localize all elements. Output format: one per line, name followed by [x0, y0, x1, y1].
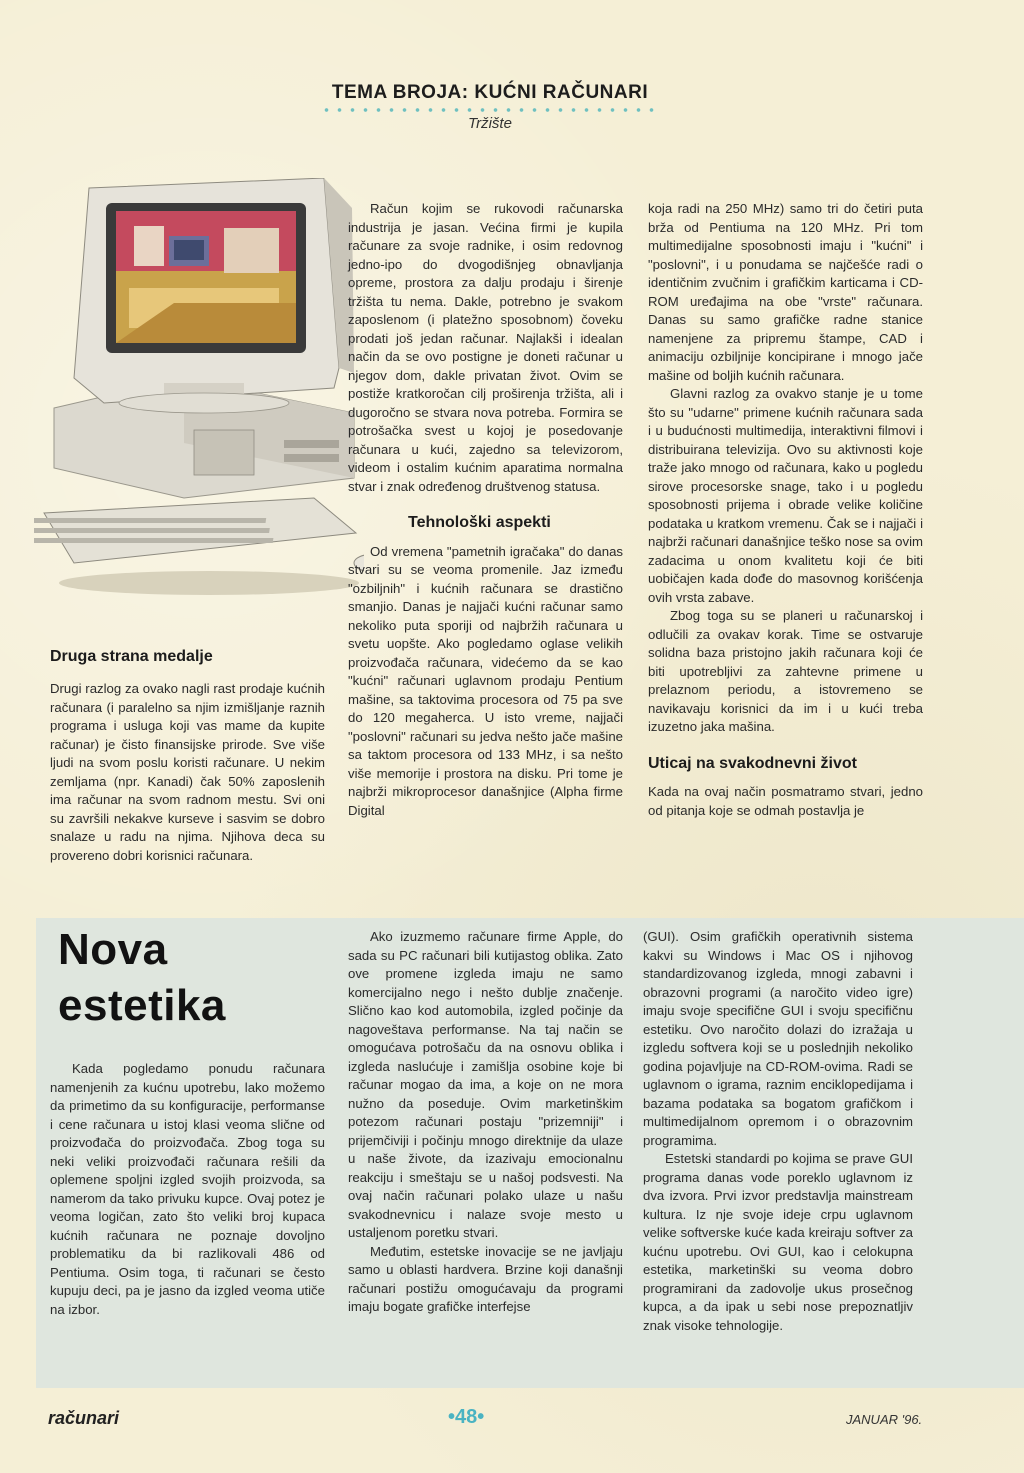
col2-heading: Tehnološki aspekti — [408, 514, 551, 531]
side-paragraph: Drugi razlog za ovako nagli rast prodaje kućnih računara (i paralelno sa njim izmišljanje raznih programa i usluga koji vas mame da kupite računar) je čisto finansijske prirode. Sve više ljudi na svom poslu koristi računare. U nekim zemljama (npr. Kanadi) čak 50% zaposlenih ima računar na svom radnom mestu. Svi oni su završili nekakve kurseve i sasvim se dobro snalaze u radu na njima. Njihova deca su provereno dobri korisnici računara. — [50, 681, 325, 863]
side-column — [50, 680, 325, 865]
page-number: •48• — [448, 1406, 485, 1428]
side-heading: Druga strana medalje — [50, 648, 213, 665]
feature-col2-paragraph-1: Ako izuzmemo računare firme Apple, do sada su PC računari bili kutijastog oblika. Zato ove promene izgleda imaju ne samo komercijalno nego i nešto dublje značenje. Slično kao kod automobila, izgled počinje da nagoveštava performanse. Na taj način se omogućava potrošaču da na osnovu oblika i izgleda naslućuje i zamišlja osobine koje bi računar mogao da ima, a koje on ne mora nužno da poseduje. Ovim marketinškim potezom računari postaju "prizemniji" i prijemčiviji i počinju mnogo direktnije da ulaze u naše živote, da izazivaju emocionalnu reakciju i smeštaju se u našoj podsvesti. Na ovaj način računari polako ulaze u našu svakodnevnicu i nalaze svoje mesto u ustaljenom poretku stvari. — [348, 929, 623, 1240]
home-computer-illustration — [34, 178, 364, 598]
feature-col3-paragraph-1: (GUI). Osim grafičkih operativnih sistema kakvi su Windows i Mac OS i njihovog standardizovanog izgleda, mnogi zabavni i obrazovni programi (a naročito video igre) imaju svoje specifične GUI i svoju specifičnu estetiku. Ovo naročito dolazi do izražaja u izgledu softvera koji se u poslednjih nekoliko godina pojavljuje na CD-ROM-ovima. Radi se uglavnom o igrama, raznim enciklopedijama i bazama podataka sa bogatom grafičkom i multimedijalnom opremom i o obrazovnim programima. — [643, 929, 913, 1148]
issue-date: JANUAR '96. — [846, 1412, 923, 1427]
feature-title-line-1: Nova — [58, 925, 168, 974]
col3-heading: Uticaj na svakodnevni život — [648, 754, 857, 772]
feature-col1-paragraph: Kada pogledamo ponudu računara namenjenih za kućnu upotrebu, lako možemo da primetimo da su konfiguracije, performanse i cene računara u istoj klasi veoma slične od proizvođača do proizvođača. Zbog toga su neki veliki proizvođači računara rešili da oplemene spoljni izgled svojih proizvoda, sa namerom da tako privuku kupce. Ovaj potez je veoma logičan, zato što veliki broj kupaca kućnih računara ne poznaje dovoljno problematiku da bi razlikovali 486 od Pentiuma. Osim toga, ti računari se često kupuju deci, pa je jasno da izgled veoma utiče na izbor. — [50, 1061, 325, 1317]
col3-paragraph-4: Kada na ovaj način posmatramo stvari, jedno od pitanja koje se odmah postavlja je — [648, 784, 923, 818]
feature-col2-paragraph-2: Međutim, estetske inovacije se ne javljaju samo u oblasti hardvera. Brzine koji današnji računari postižu omogućavaju da programi imaju bogate grafičke interfejse — [348, 1243, 623, 1314]
col3-paragraph-1: koja radi na 250 MHz) samo tri do četiri puta brža od Pentiuma na 120 MHz. Pri tom multimedijalne sposobnosti imaju i "kućni" i "poslovni", i u ponudama se najčešće radi o identičnim zvučnim i grafičkim karticama i CD-ROM uređajima na obe "vrste" računara. Danas su samo grafičke radne stanice namenjene za pripremu štampe, CAD i animaciju ozbiljnije koncipirane i mnogo jače mašine od boljih kućnih računara. — [648, 201, 923, 383]
column-3 — [648, 200, 923, 820]
section-title: TEMA BROJA: KUĆNI RAČUNARI — [331, 82, 649, 103]
col3-paragraph-3: Zbog toga su se planeri u računarskoj i odlučili za ovakav korak. Time se ostvaruje solidna baza pristojno jakih računara koji će biti upotrebljivi za zahtevne primene u prelaznom periodu, a istovremeno se navikavaju korisnici da im i u kući treba izuzetno jaka mašina. — [648, 608, 923, 734]
feature-column-3 — [643, 928, 913, 1335]
section-subtitle: Tržište — [468, 115, 512, 132]
column-2 — [348, 200, 623, 820]
header-dot-rule — [320, 107, 660, 113]
page-header — [300, 82, 680, 132]
feature-col3-paragraph-2: Estetski standardi po kojima se prave GUI programa danas vode poreklo uglavnom iz dva izvora. Prvi izvor predstavlja mainstream kultura. Iz nje svoje ideje crpu uglavnom velike softverske kuće kada kreiraju softver za kućnu upotrebu. Ovi GUI, kao i celokupna estetika, marketinški su veoma dobro programirani da zadovolje ukus prosečnog kupca, a da ipak u sebi nose prepoznatljiv znak visoke tehnologije. — [643, 1151, 913, 1333]
feature-title — [58, 922, 226, 1034]
col2-paragraph-2: Od vremena "pametnih igračaka" do danas stvari su se veoma promenile. Jaz između "ozbiljnih" i kućnih računara se drastično smanjio. Danas je najjači kućni računar samo nekoliko puta sporiji od najbržih računara u svetu uopšte. Ako pogledamo oglase velikih proizvođača računara, videćemo da se kao "kućni" računari uglavnom prodaju Pentium mašine, sa taktovima procesora od 75 pa sve do 120 megaherca. U isto vreme, najjači "poslovni" računari su jedva nešto jače mašine sa taktom procesora od 133 MHz, i sa nešto više memorije i prostora na disku. Pri tome je najbrži mikroprocesor današnjice (Alpha firme Digital — [348, 543, 623, 818]
col3-paragraph-2: Glavni razlog za ovakvo stanje je u tome što su "udarne" primene kućnih računara sada i u budućnosti multimedija, interaktivni filmovi i distribuirana televizija. Ovo su aktivnosti koje traže jako mnogo od računara, kako u pogledu sirove procesorske snage, tako i u pogledu sposobnosti prijema i obrade velike količine podataka u kratkom vremenu. Čak se i najjači i najbrži računari današnjice teško nose sa ovim zadacima u onom kvalitetu koji će biti uobičajen kada dođe do masovnog korišćenja ovih vrsta zabave. — [648, 386, 923, 605]
feature-column-2 — [348, 928, 623, 1317]
feature-column-1 — [50, 1060, 325, 1319]
col2-paragraph-1: Račun kojim se rukovodi računarska industrija je jasan. Većina firmi je kupila računare za svoje radnike, i osim redovnog jedno-ipo do dvogodišnjeg obnavljanja opreme, prostora za dalju prodaju i širenje tržišta tu nema. Dakle, potrebno je svakom zaposlenom (i platežno sposobnom) čoveku prodati još jedan računar. Najlakši i idealan način da se ovo postigne je doneti računar u njegov dom, dakle privatan život. Ovim se postiže kratkoročan cilj proširenja tržišta, ali i dugoročno se stvara nova potreba. Formira se potrošačka svest u kojoj je posedovanje računara u kući, zajedno sa televizorom, videom i ostalim kućnim aparatima normalna stvar i znak određenog društvenog statusa. — [348, 201, 623, 494]
feature-title-line-2: estetika — [58, 981, 226, 1030]
magazine-logo: računari — [48, 1408, 120, 1428]
